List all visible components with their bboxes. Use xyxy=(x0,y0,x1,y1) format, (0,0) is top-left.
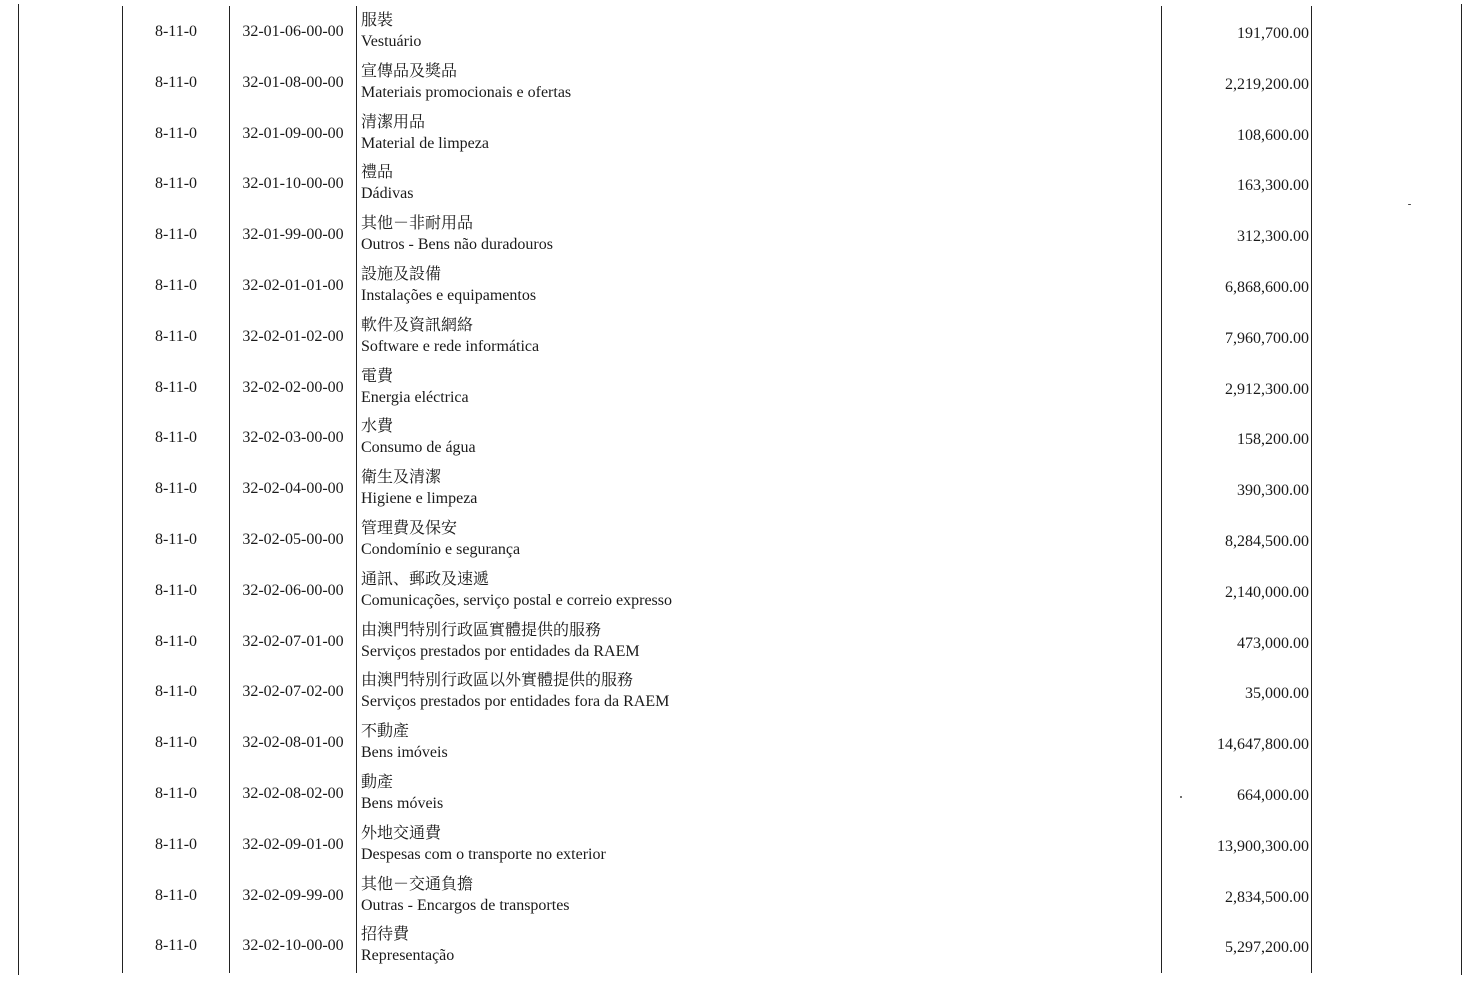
classification-cell: 8-11-0 xyxy=(154,73,198,91)
description-portuguese: Higiene e limpeza xyxy=(361,490,478,508)
economic-code-cell: 32-01-09-00-00 xyxy=(242,124,344,142)
amount-cell: 664,000.00 xyxy=(1237,786,1309,804)
economic-code-cell: 32-02-07-01-00 xyxy=(242,632,344,650)
amount-cell: 2,912,300.00 xyxy=(1225,380,1309,398)
amount-cell: 390,300.00 xyxy=(1237,482,1309,500)
description-portuguese: Bens móveis xyxy=(361,794,444,812)
description-cell xyxy=(361,112,489,154)
amount-cell: 312,300.00 xyxy=(1237,228,1309,246)
table-body xyxy=(0,8,1479,973)
table-row xyxy=(0,414,1479,465)
economic-code-cell: 32-02-09-99-00 xyxy=(242,886,344,904)
description-portuguese: Instalações e equipamentos xyxy=(361,286,537,304)
description-cell xyxy=(361,721,448,763)
description-portuguese: Outros - Bens não duradouros xyxy=(361,236,553,254)
amount-cell: 2,834,500.00 xyxy=(1225,888,1309,906)
description-portuguese: Serviços prestados por entidades fora da RAEM xyxy=(361,693,670,711)
description-cell xyxy=(361,213,553,255)
economic-code-cell: 32-02-04-00-00 xyxy=(242,480,344,498)
classification-cell: 8-11-0 xyxy=(154,734,198,752)
economic-code-cell: 32-01-08-00-00 xyxy=(242,73,344,91)
amount-cell: 14,647,800.00 xyxy=(1217,736,1309,754)
table-row xyxy=(0,516,1479,567)
description-cell xyxy=(361,823,606,865)
description-cell xyxy=(361,874,570,916)
description-portuguese: Materiais promocionais e ofertas xyxy=(361,83,572,101)
description-portuguese: Comunicações, serviço postal e correio expresso xyxy=(361,591,673,609)
description-cell xyxy=(361,518,520,560)
classification-cell: 8-11-0 xyxy=(154,226,198,244)
description-chinese: 外地交通費 xyxy=(361,824,442,842)
description-portuguese: Despesas com o transporte no exterior xyxy=(361,845,606,863)
description-chinese: 服裝 xyxy=(361,12,394,29)
amount-cell: 35,000.00 xyxy=(1245,685,1309,703)
table-row xyxy=(0,364,1479,415)
description-chinese: 動產 xyxy=(361,773,394,791)
classification-cell: 8-11-0 xyxy=(154,327,198,345)
classification-cell: 8-11-0 xyxy=(154,276,198,294)
amount-cell: 2,219,200.00 xyxy=(1225,75,1309,93)
economic-code-cell: 32-01-10-00-00 xyxy=(242,175,344,193)
description-cell xyxy=(361,315,539,357)
description-cell xyxy=(361,366,469,408)
classification-cell: 8-11-0 xyxy=(154,429,198,447)
classification-cell: 8-11-0 xyxy=(154,683,198,701)
description-portuguese: Serviços prestados por entidades da RAEM xyxy=(361,642,640,660)
table-row xyxy=(0,668,1479,719)
description-portuguese: Representação xyxy=(361,947,455,965)
description-chinese: 通訊、郵政及速遞 xyxy=(361,570,490,588)
description-cell xyxy=(361,772,443,814)
economic-code-cell: 32-02-01-01-00 xyxy=(242,276,344,294)
amount-cell: 163,300.00 xyxy=(1237,177,1309,195)
classification-cell: 8-11-0 xyxy=(154,784,198,802)
economic-code-cell: 32-02-09-01-00 xyxy=(242,835,344,853)
table-row xyxy=(0,465,1479,516)
classification-cell: 8-11-0 xyxy=(154,581,198,599)
table-row xyxy=(0,872,1479,923)
economic-code-cell: 32-02-03-00-00 xyxy=(242,429,344,447)
description-chinese: 設施及設備 xyxy=(361,265,442,283)
description-cell xyxy=(361,467,477,509)
economic-code-cell: 32-02-08-02-00 xyxy=(242,784,344,802)
table-row xyxy=(0,160,1479,211)
amount-cell: 6,868,600.00 xyxy=(1225,278,1309,296)
description-cell xyxy=(361,620,640,662)
table-row xyxy=(0,821,1479,872)
classification-cell: 8-11-0 xyxy=(154,480,198,498)
table-row xyxy=(0,618,1479,669)
economic-code-cell: 32-01-99-00-00 xyxy=(242,226,344,244)
economic-code-cell: 32-02-05-00-00 xyxy=(242,530,344,548)
table-row xyxy=(0,110,1479,161)
description-portuguese: Software e rede informática xyxy=(361,337,540,355)
classification-cell: 8-11-0 xyxy=(154,378,198,396)
description-chinese: 由澳門特別行政區以外實體提供的服務 xyxy=(361,672,634,690)
description-chinese: 不動產 xyxy=(361,723,410,741)
amount-cell: 473,000.00 xyxy=(1237,634,1309,652)
description-chinese: 由澳門特別行政區實體提供的服務 xyxy=(361,621,602,639)
description-portuguese: Bens imóveis xyxy=(361,744,448,762)
description-cell xyxy=(361,61,571,103)
description-chinese: 衛生及清潔 xyxy=(361,469,442,487)
description-cell xyxy=(361,264,536,306)
classification-cell: 8-11-0 xyxy=(154,937,198,955)
table-row xyxy=(0,211,1479,262)
description-portuguese: Dádivas xyxy=(361,185,414,203)
amount-cell: 7,960,700.00 xyxy=(1225,329,1309,347)
economic-code-cell: 32-02-06-00-00 xyxy=(242,581,344,599)
table-row xyxy=(0,313,1479,364)
classification-cell: 8-11-0 xyxy=(154,632,198,650)
table-row xyxy=(0,567,1479,618)
description-chinese: 清潔用品 xyxy=(361,113,426,131)
description-cell xyxy=(361,416,476,458)
description-chinese: 其他－非耐用品 xyxy=(361,215,474,233)
amount-cell: 158,200.00 xyxy=(1237,431,1309,449)
classification-cell: 8-11-0 xyxy=(154,835,198,853)
amount-cell: 2,140,000.00 xyxy=(1225,583,1309,601)
amount-cell: 191,700.00 xyxy=(1237,25,1309,42)
table-row xyxy=(0,922,1479,973)
description-portuguese: Condomínio e segurança xyxy=(361,540,521,558)
classification-cell: 8-11-0 xyxy=(154,530,198,548)
description-chinese: 宣傳品及獎品 xyxy=(361,62,458,80)
description-portuguese: Outras - Encargos de transportes xyxy=(361,896,570,914)
description-chinese: 管理費及保安 xyxy=(361,519,458,537)
description-cell xyxy=(361,162,413,204)
economic-code-cell: 32-02-01-02-00 xyxy=(242,327,344,345)
description-chinese: 招待費 xyxy=(361,926,410,944)
description-cell xyxy=(361,924,454,966)
table-row xyxy=(0,8,1479,59)
classification-cell: 8-11-0 xyxy=(154,124,198,142)
amount-cell: 8,284,500.00 xyxy=(1225,532,1309,550)
amount-cell: 108,600.00 xyxy=(1237,126,1309,144)
classification-cell: 8-11-0 xyxy=(154,175,198,193)
amount-cell: 13,900,300.00 xyxy=(1217,837,1309,855)
table-row xyxy=(0,719,1479,770)
description-cell xyxy=(361,10,421,52)
classification-cell: 8-11-0 xyxy=(154,886,198,904)
description-portuguese: Vestuário xyxy=(361,33,422,50)
description-cell xyxy=(361,670,669,712)
description-portuguese: Energia eléctrica xyxy=(361,388,469,406)
table-row xyxy=(0,59,1479,110)
description-portuguese: Consumo de água xyxy=(361,439,476,457)
economic-code-cell: 32-02-02-00-00 xyxy=(242,378,344,396)
scan-speck xyxy=(1180,796,1182,798)
economic-code-cell: 32-01-06-00-00 xyxy=(242,23,344,40)
description-chinese: 電費 xyxy=(361,367,394,385)
amount-cell: 5,297,200.00 xyxy=(1225,939,1309,957)
description-chinese: 軟件及資訊網絡 xyxy=(361,316,474,334)
description-chinese: 水費 xyxy=(361,418,394,436)
description-cell xyxy=(361,569,672,611)
classification-cell: 8-11-0 xyxy=(154,23,198,40)
economic-code-cell: 32-02-07-02-00 xyxy=(242,683,344,701)
description-chinese: 其他－交通負擔 xyxy=(361,875,474,893)
table-row xyxy=(0,770,1479,821)
economic-code-cell: 32-02-08-01-00 xyxy=(242,734,344,752)
description-portuguese: Material de limpeza xyxy=(361,134,489,152)
economic-code-cell: 32-02-10-00-00 xyxy=(242,937,344,955)
description-chinese: 禮品 xyxy=(361,164,394,182)
scan-speck xyxy=(1408,204,1411,205)
table-row xyxy=(0,262,1479,313)
